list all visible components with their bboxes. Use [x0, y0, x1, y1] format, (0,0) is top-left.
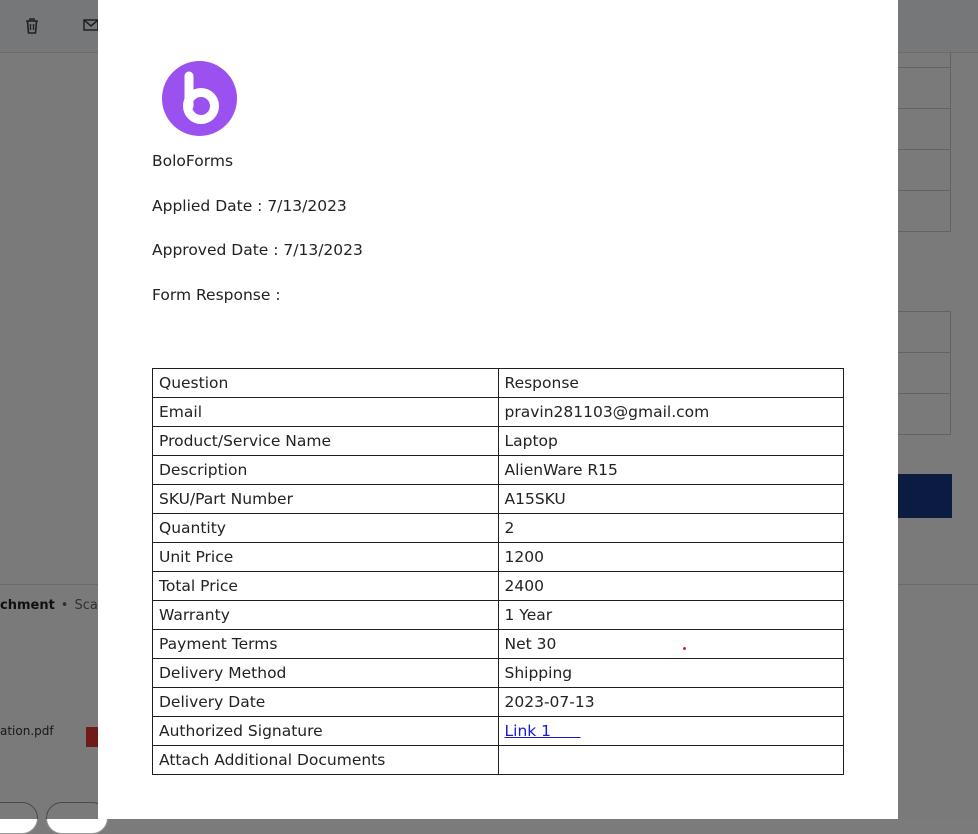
table-row: [153, 630, 844, 659]
table-row: [153, 572, 844, 601]
response-cell: Net 30: [498, 630, 844, 659]
question-cell: Email: [153, 398, 499, 427]
response-cell: [498, 746, 844, 775]
cursor-marker: [683, 647, 686, 650]
signature-link[interactable]: Link 1: [504, 722, 581, 740]
header-question: Question: [153, 369, 499, 398]
response-cell: A15SKU: [498, 485, 844, 514]
question-cell: Unit Price: [153, 543, 499, 572]
question-cell: Payment Terms: [153, 630, 499, 659]
response-cell: 2023-07-13: [498, 688, 844, 717]
question-cell: Authorized Signature: [153, 717, 499, 746]
question-cell: Delivery Date: [153, 688, 499, 717]
boloforms-logo-icon: [162, 61, 237, 136]
table-row: [153, 485, 844, 514]
approved-date: Approved Date : 7/13/2023: [152, 241, 363, 259]
form-response-label: Form Response :: [152, 286, 281, 304]
table-row: [153, 398, 844, 427]
question-cell: SKU/Part Number: [153, 485, 499, 514]
table-row: [153, 427, 844, 456]
brand-name: BoloForms: [152, 152, 234, 170]
response-cell: Shipping: [498, 659, 844, 688]
response-cell: 1200: [498, 543, 844, 572]
question-cell: Attach Additional Documents: [153, 746, 499, 775]
table-row: [153, 543, 844, 572]
table-row: [153, 456, 844, 485]
question-cell: Quantity: [153, 514, 499, 543]
response-cell: 1 Year: [498, 601, 844, 630]
response-cell: AlienWare R15: [498, 456, 844, 485]
question-cell: Description: [153, 456, 499, 485]
question-cell: Warranty: [153, 601, 499, 630]
question-cell: Total Price: [153, 572, 499, 601]
response-cell: pravin281103@gmail.com: [498, 398, 844, 427]
response-cell: 2: [498, 514, 844, 543]
table-row: [153, 688, 844, 717]
table-row: [153, 717, 844, 746]
response-table: [152, 368, 844, 775]
table-row: [153, 746, 844, 775]
table-header-row: [153, 369, 844, 398]
response-cell: [498, 717, 844, 746]
question-cell: Product/Service Name: [153, 427, 499, 456]
table-row: [153, 601, 844, 630]
document-preview-modal: [98, 0, 898, 819]
table-row: [153, 514, 844, 543]
response-cell: 2400: [498, 572, 844, 601]
table-row: [153, 659, 844, 688]
question-cell: Delivery Method: [153, 659, 499, 688]
applied-date: Applied Date : 7/13/2023: [152, 197, 347, 215]
header-response: Response: [498, 369, 844, 398]
response-cell: Laptop: [498, 427, 844, 456]
